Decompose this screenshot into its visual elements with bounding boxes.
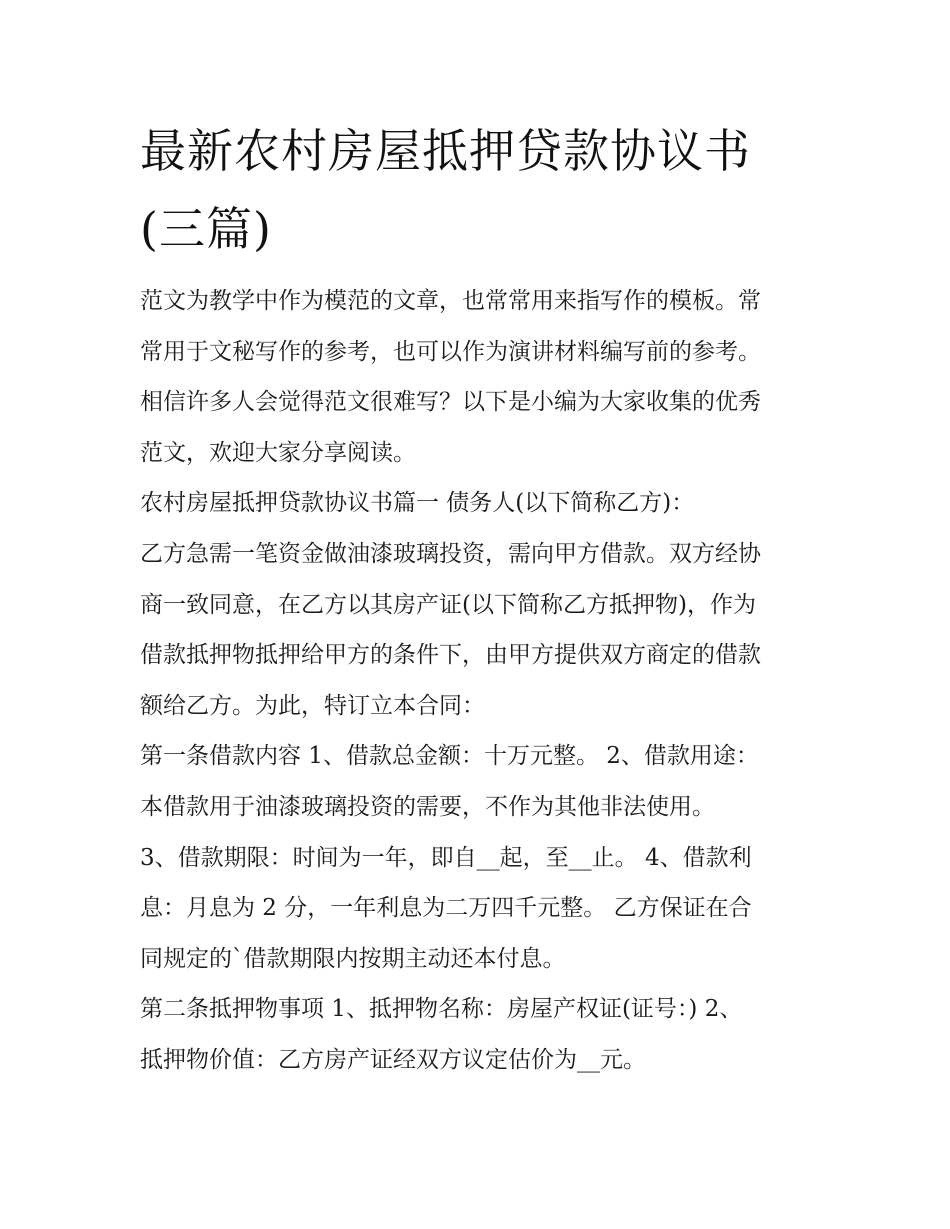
body-line: 本借款用于油漆玻璃投资的需要，不作为其他非法使用。 xyxy=(140,793,715,820)
body-line: 借款抵押物抵押给甲方的条件下，由甲方提供双方商定的借款 xyxy=(140,642,761,669)
title-line-1: 最新农村房屋抵押贷款协议书 xyxy=(140,124,751,178)
body-line: 范文为教学中作为模范的文章，也常常用来指写作的模板。常 xyxy=(140,288,761,314)
body-line: 相信许多人会觉得范文很难写？以下是小编为大家收集的优秀 xyxy=(140,389,761,416)
body-line: 息：月息为 2 分，一年利息为二万四千元整。 乙方保证在合 xyxy=(140,895,752,922)
body-line: 乙方急需一笔资金做油漆玻璃投资，需向甲方借款。双方经协 xyxy=(140,540,761,567)
body-line: 范文，欢迎大家分享阅读。 xyxy=(140,439,416,466)
body-line: 第一条借款内容 1、借款总金额：十万元整。 2、借款用途： xyxy=(140,743,759,770)
body-line: 额给乙方。为此，特订立本合同： xyxy=(140,692,485,719)
body-line: 3、借款期限：时间为一年，即自__起，至__止。 4、借款利 xyxy=(140,844,752,871)
body-line: 农村房屋抵押贷款协议书篇一 债务人(以下简称乙方)： xyxy=(140,490,695,517)
body-line: 商一致同意，在乙方以其房产证(以下简称乙方抵押物)，作为 xyxy=(140,591,756,618)
document-title xyxy=(140,112,820,268)
body-line: 第二条抵押物事项 1、抵押物名称：房屋产权证(证号：) 2、 xyxy=(140,996,743,1023)
title-line-2: (三篇) xyxy=(140,202,272,256)
body-line: 常用于文秘写作的参考，也可以作为演讲材料编写前的参考。 xyxy=(140,338,761,365)
document-body xyxy=(140,276,820,1086)
body-line: 同规定的`借款期限内按期主动还本付息。 xyxy=(140,945,566,972)
body-line: 抵押物价值：乙方房产证经双方议定估价为__元。 xyxy=(140,1046,646,1073)
